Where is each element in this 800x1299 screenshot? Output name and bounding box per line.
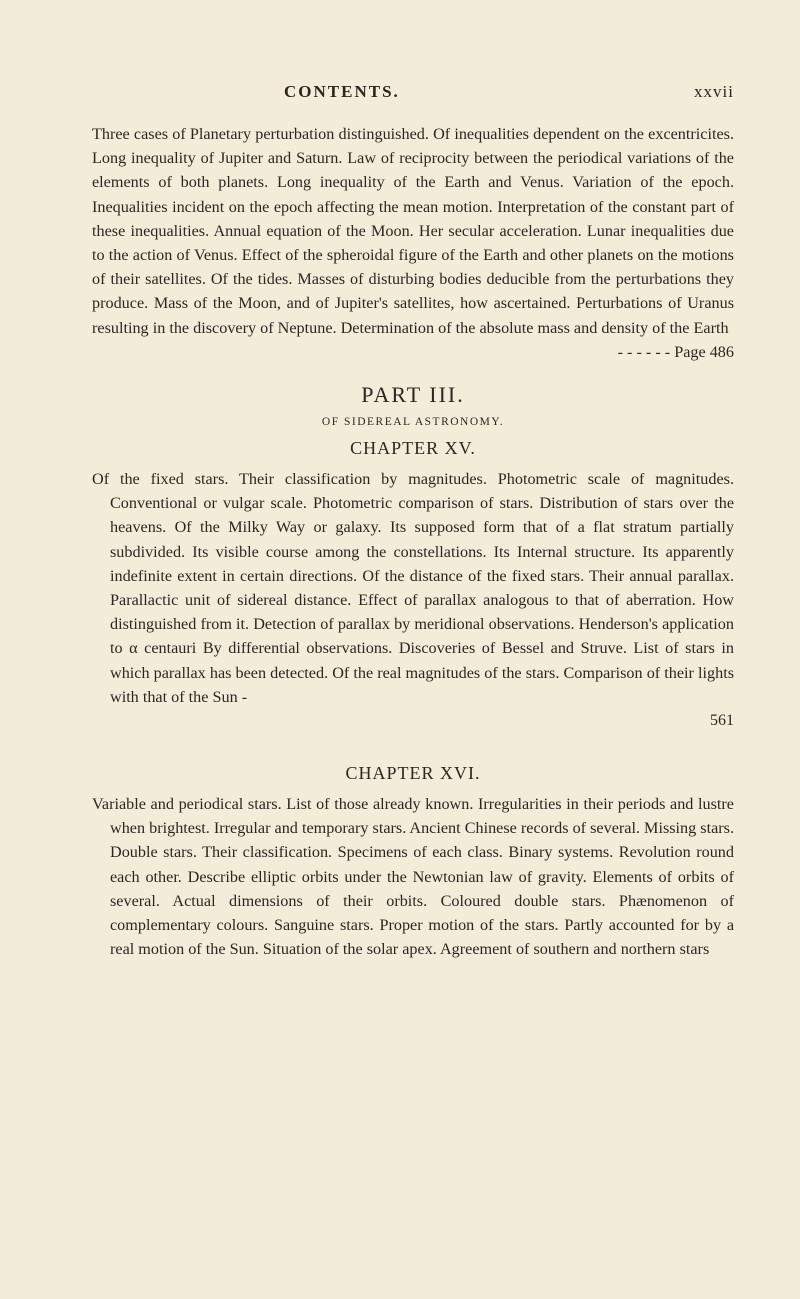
chapter-xv [92,438,734,733]
running-header [92,82,734,122]
chapter-summary: Of the fixed stars. Their classification by magnitudes. Photometric scale of magnitudes. Conventional or vulgar scale. Photometric comparison of stars. Distribution of stars over the heavens. Of the Milky Way or galaxy. Its supposed form that of a flat stratum partially subdivided. Its visible course among the constellations. Its Internal structure. Its apparently indefinite extent in certain directions. Of the distance of the fixed stars. Their annual parallax. Parallactic unit of sidereal distance. Effect of parallax analogous to that of aberration. How distinguished from it. Detection of parallax by meridional observations. Henderson's application to α centauri By differential observations. Discoveries of Bessel and Struve. List of stars in which parallax has been detected. Of the real magnitudes of the stars. Comparison of their lights with that of the Sun - [92,470,734,706]
part-title: PART III. [361,382,465,408]
chapter-title: CHAPTER XVI. [345,763,481,784]
book-page [0,82,800,1299]
chapter-xvi [92,763,734,961]
summary-page-ref: - - - - - - Page 486 [617,342,734,361]
summary-section [92,122,734,364]
chapter-title: CHAPTER XV. [350,438,476,459]
page-number: xxvii [694,82,734,101]
running-title: CONTENTS. [284,82,400,101]
chapter-page-number: 561 [710,712,734,730]
part-subtitle: OF SIDEREAL ASTRONOMY. [321,416,505,429]
summary-paragraph: Three cases of Planetary perturbation distinguished. Of inequalities dependent on the excentricites. Long inequality of Jupiter and Saturn. Law of reciprocity between the periodical variations of the elements of both planets. Long inequality of the Earth and Venus. Variation of the epoch. Inequalities incident on the epoch affecting the mean motion. Interpretation of the constant part of these inequalities. Annual equation of the Moon. Her secular acceleration. Lunar inequalities due to the action of Venus. Effect of the spheroidal figure of the Earth and other planets on the motions of their satellites. Of the tides. Masses of disturbing bodies deducible from the perturbations they produce. Mass of the Moon, and of Jupiter's satellites, how ascertained. Perturbations of Uranus resulting in the discovery of Neptune. Determination of the absolute mass and density of the Earth [92,125,734,337]
chapter-summary: Variable and periodical stars. List of those already known. Irregularities in their periods and lustre when brightest. Irregular and temporary stars. Ancient Chinese records of several. Missing stars. Double stars. Their classification. Specimens of each class. Binary systems. Revolution round each other. Describe elliptic orbits under the Newtonian law of gravity. Elements of orbits of several. Actual dimensions of their orbits. Coloured double stars. Phænomenon of complementary colours. Sanguine stars. Proper motion of the stars. Partly accounted for by a real motion of the Sun. Situation of the solar apex. Agreement of southern and northern stars [92,795,734,959]
